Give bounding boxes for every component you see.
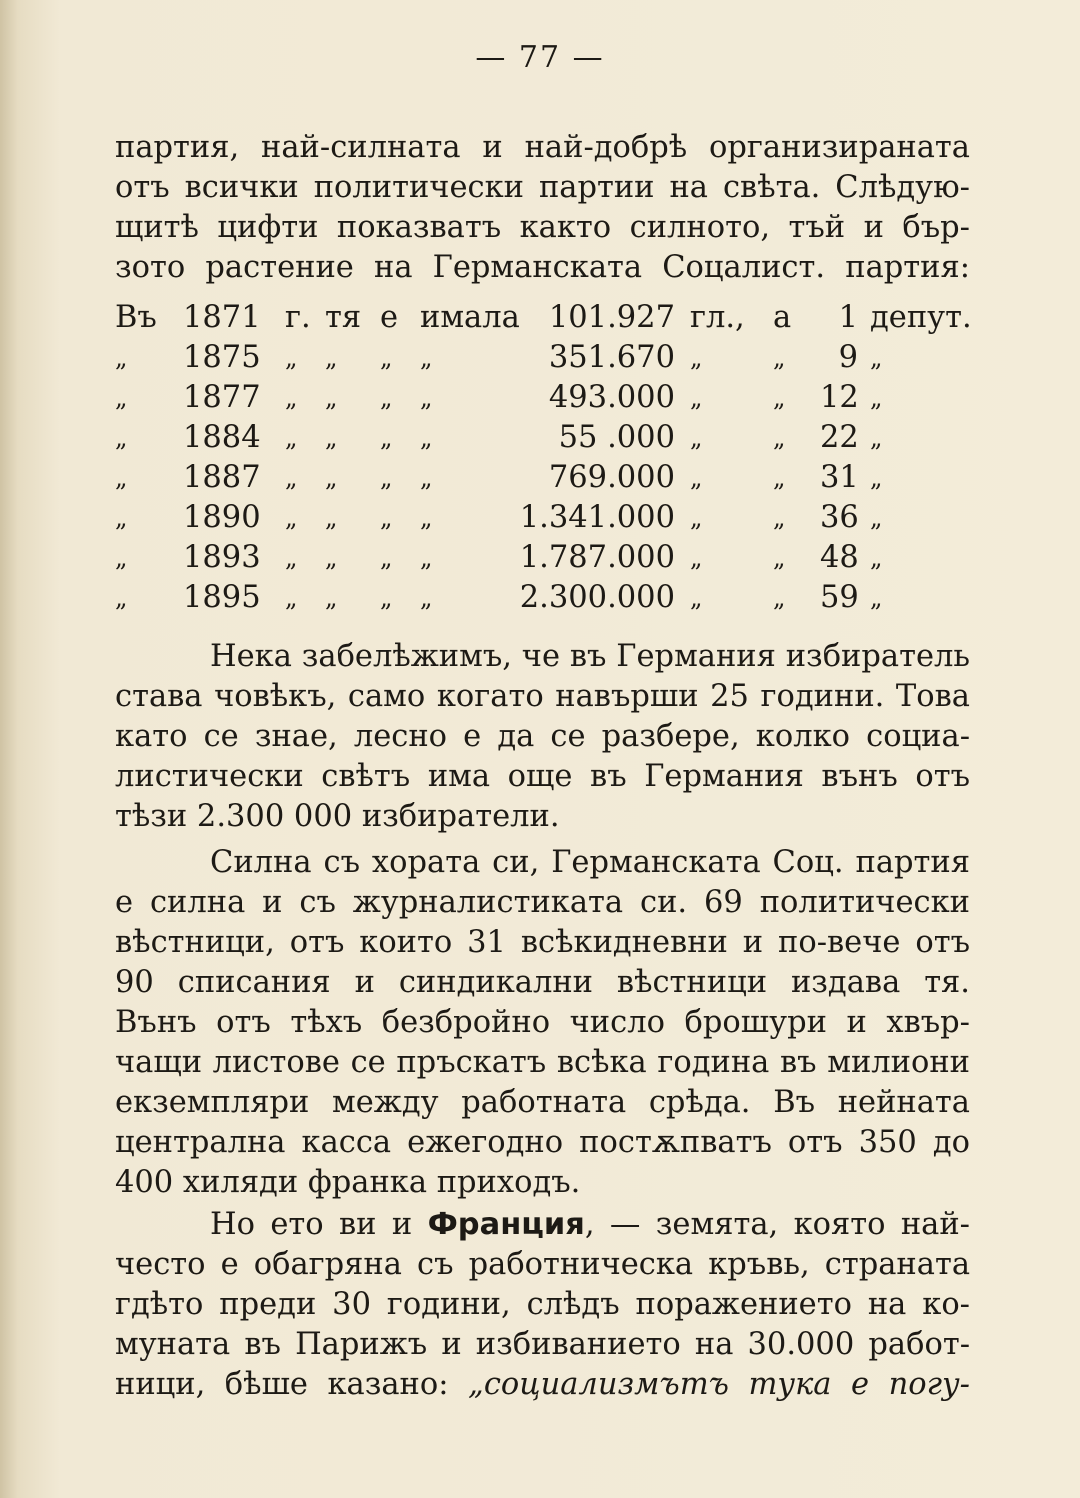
table-cell-deputies: 22 [820, 420, 859, 455]
ditto-mark: „ [115, 344, 128, 372]
table-cell: Въ [115, 300, 157, 335]
text-line: става човѣкъ, само когато навърши 25 години. Това [115, 679, 970, 714]
ditto-mark: „ [870, 344, 883, 372]
table-cell-year: 1893 [183, 540, 261, 575]
ditto-mark: „ [380, 584, 393, 612]
table-cell: имала [420, 300, 520, 335]
ditto-mark: „ [380, 344, 393, 372]
table-cell-deputies: 1 [838, 300, 858, 335]
table-cell-year: 1890 [183, 500, 261, 535]
table-cell-votes: 1.787.000 [519, 540, 675, 575]
ditto-mark: „ [773, 464, 786, 492]
ditto-mark: „ [115, 464, 128, 492]
ditto-mark: „ [690, 504, 703, 532]
table-cell: депут. [870, 300, 972, 335]
ditto-mark: „ [870, 584, 883, 612]
ditto-mark: „ [870, 464, 883, 492]
ditto-mark: „ [285, 384, 298, 412]
ditto-mark: „ [420, 544, 433, 572]
ditto-mark: „ [115, 584, 128, 612]
table-body [115, 338, 985, 618]
ditto-mark: „ [690, 384, 703, 412]
italic-quote: „социализмътъ тука е погу- [468, 1367, 970, 1402]
text-line: муната въ Парижъ и избиванието на 30.000 работ- [115, 1327, 970, 1362]
election-table [115, 298, 985, 618]
ditto-mark: „ [380, 424, 393, 452]
table-row [115, 338, 985, 378]
ditto-mark: „ [870, 544, 883, 572]
ditto-mark: „ [420, 464, 433, 492]
table-cell-deputies: 59 [820, 580, 859, 615]
ditto-mark: „ [870, 424, 883, 452]
table-row [115, 418, 985, 458]
text-line: отъ всички политически партии на свѣта. Слѣдую- [115, 170, 970, 205]
ditto-mark: „ [870, 384, 883, 412]
text-line: листически свѣтъ има още въ Германия вънъ отъ [115, 759, 970, 794]
text-line: зото растение на Германската Соцалист. партия: [115, 250, 970, 285]
ditto-mark: „ [773, 384, 786, 412]
table-cell-votes: 101.927 [548, 300, 675, 335]
table-row [115, 298, 985, 338]
ditto-mark: „ [380, 504, 393, 532]
ditto-mark: „ [325, 384, 338, 412]
ditto-mark: „ [325, 424, 338, 452]
ditto-mark: „ [773, 424, 786, 452]
ditto-mark: „ [285, 424, 298, 452]
ditto-mark: „ [690, 424, 703, 452]
ditto-mark: „ [325, 344, 338, 372]
ditto-mark: „ [285, 584, 298, 612]
table-cell-year: 1884 [183, 420, 261, 455]
table-cell: а [773, 300, 792, 335]
table-row [115, 498, 985, 538]
text-line: като се знае, лесно е да се разбере, колко социа- [115, 719, 970, 754]
ditto-mark: „ [870, 504, 883, 532]
table-cell-year: 1877 [183, 380, 261, 415]
ditto-mark: „ [420, 504, 433, 532]
text-line: 90 списания и синдикални вѣстници издава тя. [115, 965, 970, 1000]
ditto-mark: „ [115, 504, 128, 532]
text-line [115, 1365, 970, 1405]
ditto-mark: „ [285, 504, 298, 532]
ditto-mark: „ [285, 464, 298, 492]
text-line: вѣстници, отъ които 31 всѣкидневни и по-вече отъ [115, 925, 970, 960]
text-span: , — земята, която най- [584, 1207, 970, 1242]
text-line: щитѣ цифти показватъ както силното, тъй и бър- [115, 210, 970, 245]
table-cell-year: 1887 [183, 460, 261, 495]
ditto-mark: „ [420, 584, 433, 612]
table-cell-deputies: 36 [820, 500, 859, 535]
text-line: Вънъ отъ тѣхъ безбройно число брошури и хвър- [115, 1005, 970, 1040]
table-cell-votes: 55 .000 [558, 420, 675, 455]
table-cell-deputies: 12 [820, 380, 859, 415]
table-cell-deputies: 9 [838, 340, 858, 375]
text-line: е силна и съ журналистиката си. 69 политически [115, 885, 970, 920]
text-line: централна касса ежегодно постѫпватъ отъ 350 до [115, 1125, 970, 1160]
ditto-mark: „ [773, 344, 786, 372]
ditto-mark: „ [773, 544, 786, 572]
ditto-mark: „ [380, 464, 393, 492]
bold-word: Франция [427, 1207, 585, 1242]
table-cell-votes: 769.000 [548, 460, 675, 495]
table-row [115, 458, 985, 498]
ditto-mark: „ [380, 544, 393, 572]
ditto-mark: „ [325, 504, 338, 532]
text-line: чащи листове се пръскатъ всѣка година въ милиони [115, 1045, 970, 1080]
text-line: тѣзи 2.300 000 избиратели. [115, 799, 560, 834]
page-number: — 77 — [475, 40, 605, 75]
ditto-mark: „ [380, 384, 393, 412]
table-cell: тя [325, 300, 362, 335]
ditto-mark: „ [115, 384, 128, 412]
ditto-mark: „ [690, 344, 703, 372]
text-line: Силна съ хората си, Германската Соц. партия [210, 845, 970, 880]
text-span: ници, бѣше казано: [115, 1367, 449, 1402]
ditto-mark: „ [773, 584, 786, 612]
table-row [115, 538, 985, 578]
table-row [115, 578, 985, 618]
ditto-mark: „ [325, 464, 338, 492]
text-line: 400 хиляди франка приходъ. [115, 1165, 581, 1200]
table-cell-votes: 493.000 [548, 380, 675, 415]
table-cell-votes: 2.300.000 [519, 580, 675, 615]
ditto-mark: „ [115, 544, 128, 572]
ditto-mark: „ [325, 544, 338, 572]
ditto-mark: „ [115, 424, 128, 452]
ditto-mark: „ [690, 544, 703, 572]
table-cell: г. [285, 300, 311, 335]
table-cell-deputies: 31 [820, 460, 859, 495]
ditto-mark: „ [285, 344, 298, 372]
text-line: екземпляри между работната срѣда. Въ нейната [115, 1085, 970, 1120]
table-cell-votes: 1.341.000 [519, 500, 675, 535]
table-cell-deputies: 48 [820, 540, 859, 575]
ditto-mark: „ [420, 424, 433, 452]
text-line: Нека забелѣжимъ, че въ Германия избиратель [210, 639, 970, 674]
ditto-mark: „ [285, 544, 298, 572]
ditto-mark: „ [690, 584, 703, 612]
text-line: партия, най-силната и най-добрѣ организираната [115, 130, 970, 165]
text-line: гдѣто преди 30 години, слѣдъ поражението на ко- [115, 1287, 970, 1322]
table-cell: гл., [690, 300, 745, 335]
text-line: често е обагряна съ работническа кръвь, страната [115, 1247, 970, 1282]
ditto-mark: „ [773, 504, 786, 532]
table-row [115, 378, 985, 418]
ditto-mark: „ [325, 584, 338, 612]
text-span: Но ето ви и [210, 1207, 413, 1242]
table-cell-year: 1895 [183, 580, 261, 615]
table-cell-year: 1875 [183, 340, 261, 375]
table-cell-year: 1871 [183, 300, 261, 335]
table-cell: е [380, 300, 399, 335]
text-line [210, 1205, 970, 1245]
ditto-mark: „ [420, 384, 433, 412]
ditto-mark: „ [420, 344, 433, 372]
table-cell-votes: 351.670 [548, 340, 675, 375]
ditto-mark: „ [690, 464, 703, 492]
